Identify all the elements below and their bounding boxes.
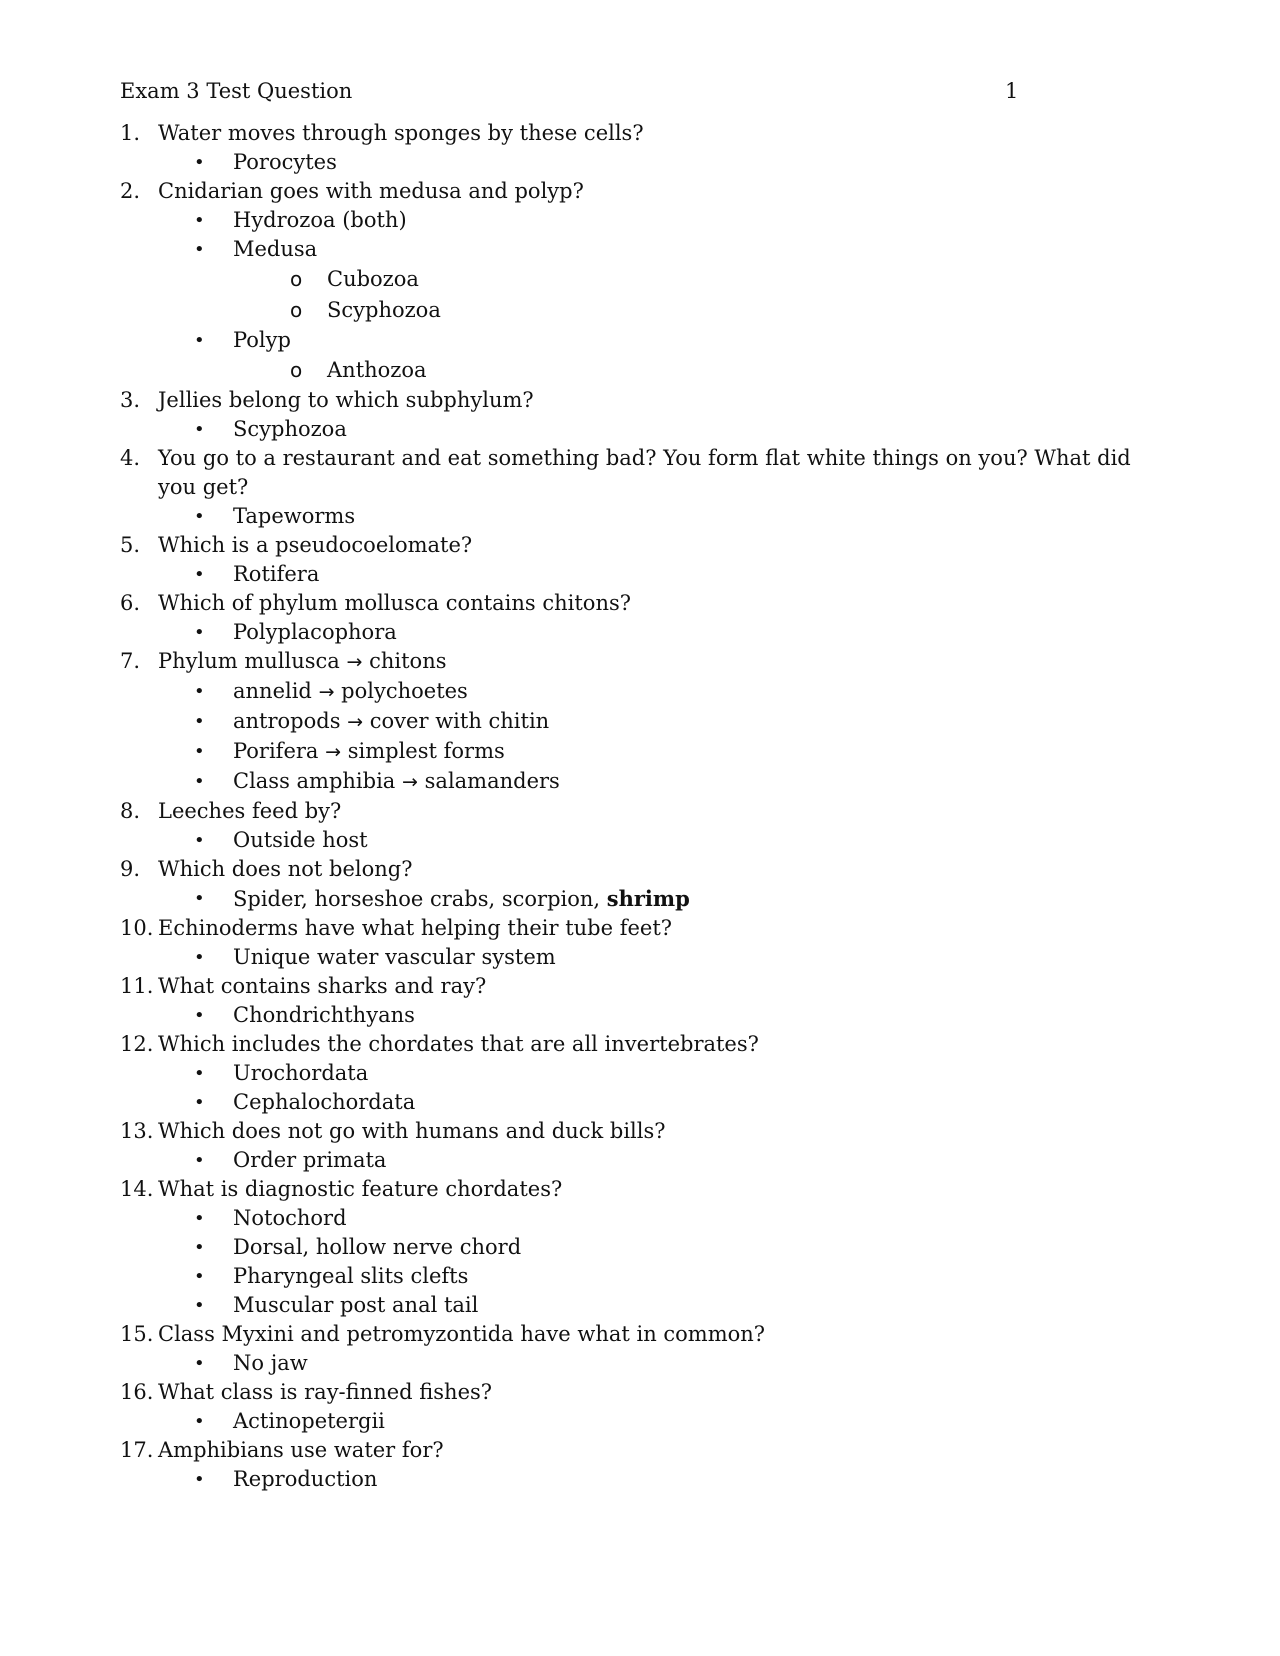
answer-text: Scyphozoa [233,417,347,441]
answer-text: Chondrichthyans [233,1003,415,1027]
question-number: 5. [120,533,141,557]
answer-text: Hydrozoa (both) [233,208,407,232]
sub-answer-item [120,355,1150,386]
page-header [120,74,1020,108]
question-number: 16. [120,1380,154,1404]
bullet-icon: • [194,830,205,851]
sub-answer-text: Cubozoa [327,267,419,291]
answer-item [120,943,1150,972]
bullet-icon: • [194,947,205,968]
answer-text: Order primata [233,1148,387,1172]
answer-item [120,502,1150,531]
answer-item [120,415,1150,444]
answer-text: Polyplacophora [233,620,397,644]
question-list [120,119,1150,1494]
sub-answer-text: Scyphozoa [327,298,441,322]
answer-item [120,1146,1150,1175]
question-text: What class is ray-finned fishes? [158,1380,493,1404]
answer-text: Pharyngeal slits clefts [233,1264,469,1288]
question-text: Which does not belong? [158,857,413,881]
answer-text: Polyp [233,328,291,352]
answer-text: Notochord [233,1206,347,1230]
answer-item [120,1291,1150,1320]
answer-item [120,1204,1150,1233]
answer-item [120,884,1150,914]
answer-text: Actinopetergii [233,1409,385,1433]
question-number: 14. [120,1177,154,1201]
circle-bullet-icon: o [290,298,303,322]
bullet-icon: • [194,681,205,702]
bullet-icon: • [194,1005,205,1026]
answer-text: Muscular post anal tail [233,1293,479,1317]
question-text: What contains sharks and ray? [158,974,487,998]
question-number: 17. [120,1438,154,1462]
circle-bullet-icon: o [290,267,303,291]
bullet-icon: • [194,1092,205,1113]
question-text: Cnidarian goes with medusa and polyp? [158,179,584,203]
bullet-icon: • [194,1208,205,1229]
bullet-icon: • [194,506,205,527]
answer-text: Outside host [233,828,368,852]
question-9 [120,855,1150,884]
pair-right: simplest forms [347,739,505,763]
question-text: Which is a pseudocoelomate? [158,533,473,557]
arrow-right-icon: → [402,771,418,793]
sub-answer-item [120,264,1150,295]
pair-right: cover with chitin [369,709,550,733]
question-text: Amphibians use water for? [158,1438,444,1462]
bullet-icon: • [194,419,205,440]
question-11 [120,972,1150,1001]
question-1 [120,119,1150,148]
question-number: 6. [120,591,141,615]
bullet-icon: • [194,1469,205,1490]
answer-text: Medusa [233,237,318,261]
circle-bullet-icon: o [290,358,303,382]
answer-item [120,560,1150,589]
question-6 [120,589,1150,618]
answer-text: No jaw [233,1351,308,1375]
question-text: Water moves through sponges by these cells? [158,121,644,145]
question-text: Leeches feed by? [158,799,342,823]
sub-answer-item [120,295,1150,326]
answer-text: Unique water vascular system [233,945,556,969]
question-text-left: Phylum mullusca [158,649,340,673]
question-8 [120,797,1150,826]
question-text: Class Myxini and petromyzontida have what in common? [158,1322,766,1346]
answer-item [120,767,1150,797]
question-number: 1. [120,121,141,145]
header-title: Exam 3 Test Question [120,79,353,103]
answer-item [120,1349,1150,1378]
question-15 [120,1320,1150,1349]
answer-item [120,1059,1150,1088]
question-3 [120,386,1150,415]
question-number: 12. [120,1032,154,1056]
question-number: 8. [120,799,141,823]
question-text-right: chitons [369,649,447,673]
answer-item [120,677,1150,707]
question-17 [120,1436,1150,1465]
answer-item [120,618,1150,647]
answer-text: Spider, horseshoe crabs, scorpion, [233,887,607,911]
bullet-icon: • [194,239,205,260]
sub-answer-text: Anthozoa [327,358,427,382]
bullet-icon: • [194,1150,205,1171]
answer-item [120,826,1150,855]
question-16 [120,1378,1150,1407]
answer-text: Dorsal, hollow nerve chord [233,1235,522,1259]
question-text: Jellies belong to which subphylum? [158,388,534,412]
question-number: 13. [120,1119,154,1143]
answer-text: Cephalochordata [233,1090,416,1114]
answer-item [120,1407,1150,1436]
answer-text: Tapeworms [233,504,356,528]
question-text: Which of phylum mollusca contains chitons? [158,591,632,615]
bullet-icon: • [194,564,205,585]
answer-item [120,1088,1150,1117]
arrow-right-icon: → [347,711,364,733]
bullet-icon: • [194,330,205,351]
bullet-icon: • [194,741,205,762]
bullet-icon: • [194,771,205,792]
bullet-icon: • [194,152,205,173]
answer-bold-text: shrimp [606,886,690,911]
bullet-icon: • [194,1295,205,1316]
bullet-icon: • [194,1353,205,1374]
pair-right: polychoetes [341,679,468,703]
question-5 [120,531,1150,560]
bullet-icon: • [194,1266,205,1287]
question-text: Echinoderms have what helping their tube feet? [158,916,673,940]
pair-left: annelid [233,679,312,703]
question-number: 2. [120,179,141,203]
answer-item [120,326,1150,355]
bullet-icon: • [194,210,205,231]
question-number: 4. [120,446,141,470]
answer-item [120,206,1150,235]
answer-text: Rotifera [233,562,320,586]
bullet-icon: • [194,1411,205,1432]
question-text: What is diagnostic feature chordates? [158,1177,563,1201]
answer-text: Porocytes [233,150,337,174]
answer-item [120,148,1150,177]
question-2 [120,177,1150,206]
question-number: 3. [120,388,141,412]
bullet-icon: • [194,711,205,732]
question-text: You go to a restaurant and eat something bad? You form flat white things on you? What did you get? [158,446,1131,499]
arrow-right-icon: → [318,681,335,703]
answer-item [120,235,1150,264]
bullet-icon: • [194,888,205,909]
pair-left: Porifera [233,739,319,763]
pair-left: Class amphibia [233,769,396,793]
question-number: 15. [120,1322,154,1346]
question-number: 11. [120,974,154,998]
question-number: 9. [120,857,141,881]
answer-item [120,707,1150,737]
question-10 [120,914,1150,943]
pair-left: antropods [233,709,341,733]
answer-item [120,737,1150,767]
question-text: Which includes the chordates that are all invertebrates? [158,1032,759,1056]
bullet-icon: • [194,1237,205,1258]
question-14 [120,1175,1150,1204]
question-text: Which does not go with humans and duck bills? [158,1119,666,1143]
question-number: 7. [120,649,141,673]
answer-item [120,1233,1150,1262]
answer-item [120,1465,1150,1494]
question-7 [120,647,1150,677]
bullet-icon: • [194,1063,205,1084]
answer-item [120,1262,1150,1291]
answer-text: Urochordata [233,1061,369,1085]
question-13 [120,1117,1150,1146]
answer-text: Reproduction [233,1467,378,1491]
answer-item [120,1001,1150,1030]
arrow-right-icon: → [346,651,363,673]
question-4 [120,444,1150,502]
pair-right: salamanders [424,769,560,793]
question-text [158,647,1150,677]
page-number: 1 [1005,79,1019,103]
question-12 [120,1030,1150,1059]
arrow-right-icon: → [325,741,342,763]
question-number: 10. [120,916,154,940]
bullet-icon: • [194,622,205,643]
